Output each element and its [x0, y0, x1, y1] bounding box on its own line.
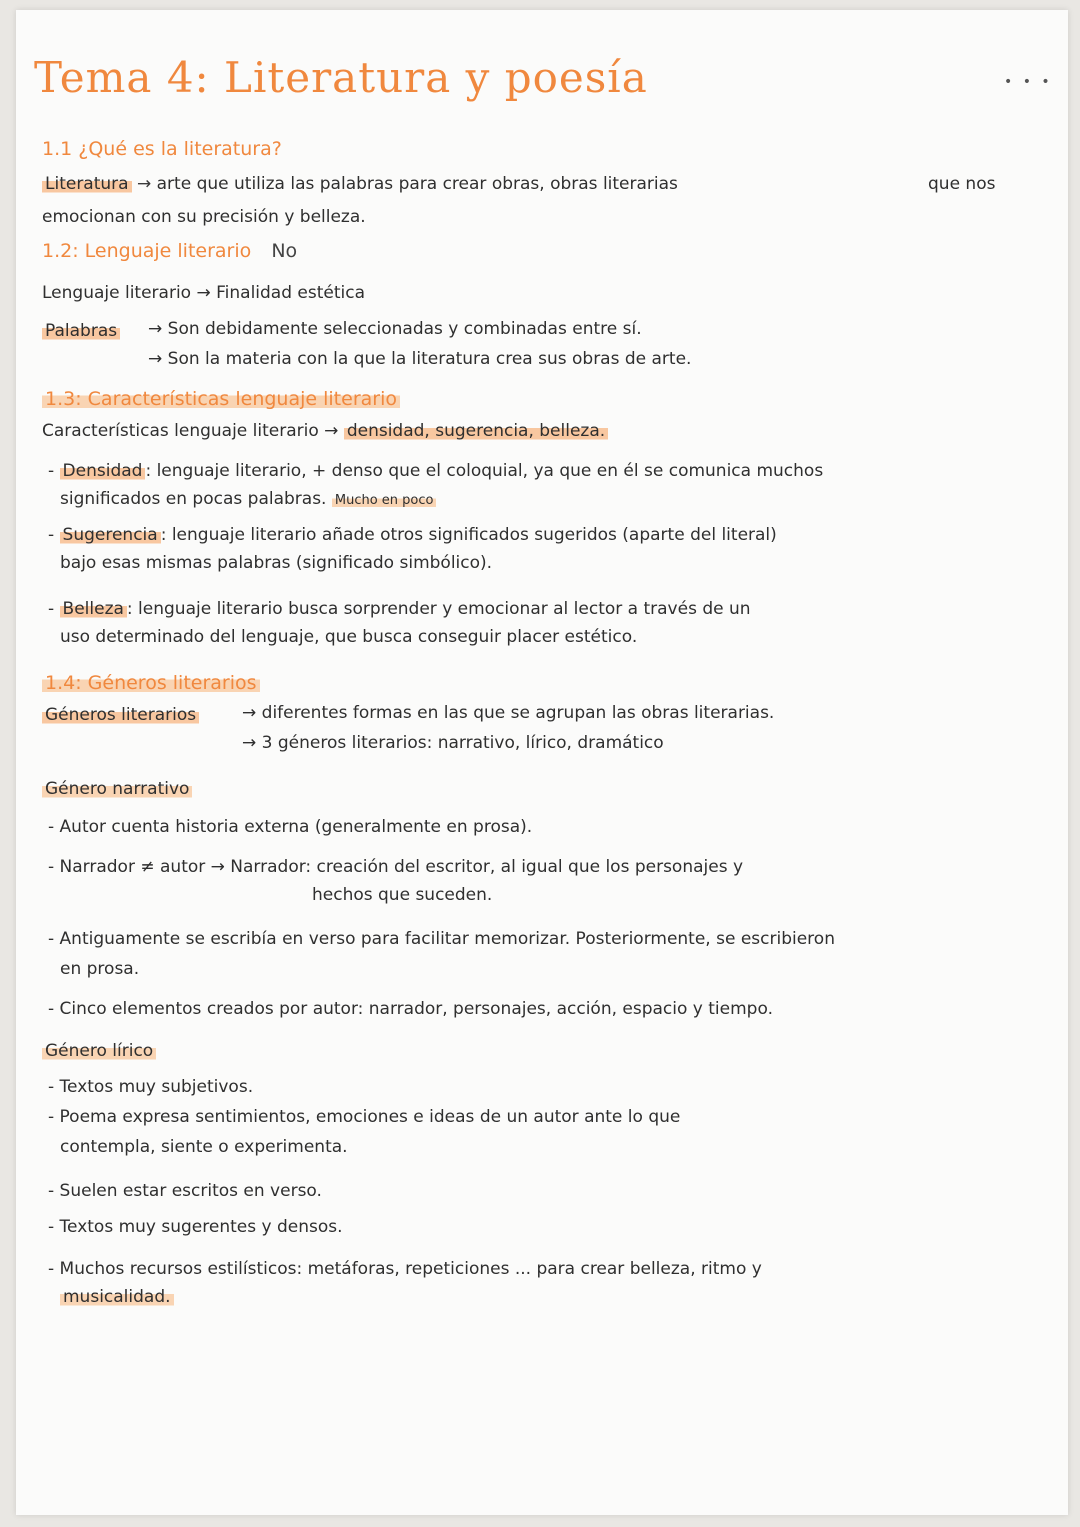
literatura-definition: arte que utiliza las palabras para crear obras, obras literarias — [156, 174, 678, 194]
belleza-term: Belleza — [60, 599, 127, 619]
belleza-line-1: - Belleza : lenguaje literario busca sorprender y emocionar al lector a través de un — [48, 599, 751, 619]
lirico-bullet-3: - Suelen estar escritos en verso. — [48, 1181, 322, 1201]
narrativo-heading: Género narrativo — [42, 778, 192, 800]
sugerencia-line-2: bajo esas mismas palabras (significado simbólico). — [60, 553, 493, 573]
heading-note: No — [271, 240, 298, 262]
page-dots: • • • — [1004, 74, 1053, 90]
lirico-bullet-2: - Poema expresa sentimientos, emociones e ideas de un autor ante lo que — [48, 1107, 681, 1127]
s11-line-1 — [42, 173, 678, 195]
lirico-bullet-4: - Textos muy sugerentes y densos. — [48, 1217, 343, 1237]
s13-line-1: Características lenguaje literario → densidad, sugerencia, belleza. — [42, 420, 608, 442]
s14-line-1 — [42, 704, 199, 726]
s14-line-1a: → diferentes formas en las que se agrupan las obras literarias. — [242, 703, 775, 723]
palabras-term: Palabras — [42, 321, 120, 341]
narrativo-bullet-4: - Cinco elementos creados por autor: narrador, personajes, acción, espacio y tiempo. — [48, 999, 773, 1019]
narrativo-bullet-2: - Narrador ≠ autor → Narrador: creación del escritor, al igual que los personajes y — [48, 857, 744, 877]
narrativo-bullet-3: - Antiguamente se escribía en verso para facilitar memorizar. Posteriormente, se escribieron — [48, 929, 835, 949]
lirico-heading: Género lírico — [42, 1040, 156, 1062]
s12-line-2a: → Son debidamente seleccionadas y combinadas entre sí. — [148, 319, 642, 339]
section-1-3-heading: 1.3: Características lenguaje literario — [42, 388, 400, 410]
s12-line-2b: → Son la materia con la que la literatura crea sus obras de arte. — [148, 349, 692, 369]
section-1-4-heading: 1.4: Géneros literarios — [42, 672, 260, 694]
densidad-line-2: significados en pocas palabras. Mucho en poco — [60, 488, 436, 512]
sugerencia-term: Sugerencia — [60, 525, 161, 545]
lirico-bullet-2b: contempla, siente o experimenta. — [60, 1137, 348, 1157]
section-1-1-heading: 1.1 ¿Qué es la literatura? — [42, 138, 282, 160]
s11-line-1-tail: que nos — [928, 174, 996, 194]
caracteristicas-list: densidad, sugerencia, belleza. — [344, 421, 608, 441]
s12-line-1: Lenguaje literario → Finalidad estética — [42, 283, 366, 303]
s11-line-2: emocionan con su precisión y belleza. — [42, 207, 366, 227]
arrow: → — [136, 174, 152, 194]
densidad-line-1: - Densidad : lenguaje literario, + denso que el coloquial, ya que en él se comunica muchos — [48, 461, 824, 481]
section-1-2-heading: 1.2: Lenguaje literario No — [42, 240, 298, 262]
literatura-term: Literatura — [42, 174, 132, 194]
s12-line-2 — [42, 320, 120, 342]
generos-term: Géneros literarios — [42, 705, 199, 725]
narrativo-bullet-3b: en prosa. — [60, 959, 140, 979]
page-title: Tema 4: Literatura y poesía — [34, 53, 648, 102]
lirico-bullet-5b: musicalidad. — [60, 1286, 174, 1308]
narrativo-bullet-2b: hechos que suceden. — [312, 885, 493, 905]
sugerencia-line-1: - Sugerencia : lenguaje literario añade otros significados sugeridos (aparte del literal) — [48, 525, 777, 545]
s14-line-1b: → 3 géneros literarios: narrativo, lírico, dramático — [242, 733, 664, 753]
belleza-line-2: uso determinado del lenguaje, que busca conseguir placer estético. — [60, 627, 638, 647]
densidad-note: Mucho en poco — [332, 493, 437, 508]
lirico-bullet-1: - Textos muy subjetivos. — [48, 1077, 254, 1097]
notebook-page — [16, 10, 1068, 1515]
densidad-term: Densidad — [60, 461, 146, 481]
narrativo-bullet-1: - Autor cuenta historia externa (generalmente en prosa). — [48, 817, 533, 837]
lirico-bullet-5: - Muchos recursos estilísticos: metáforas, repeticiones ... para crear belleza, ritmo y — [48, 1259, 762, 1279]
